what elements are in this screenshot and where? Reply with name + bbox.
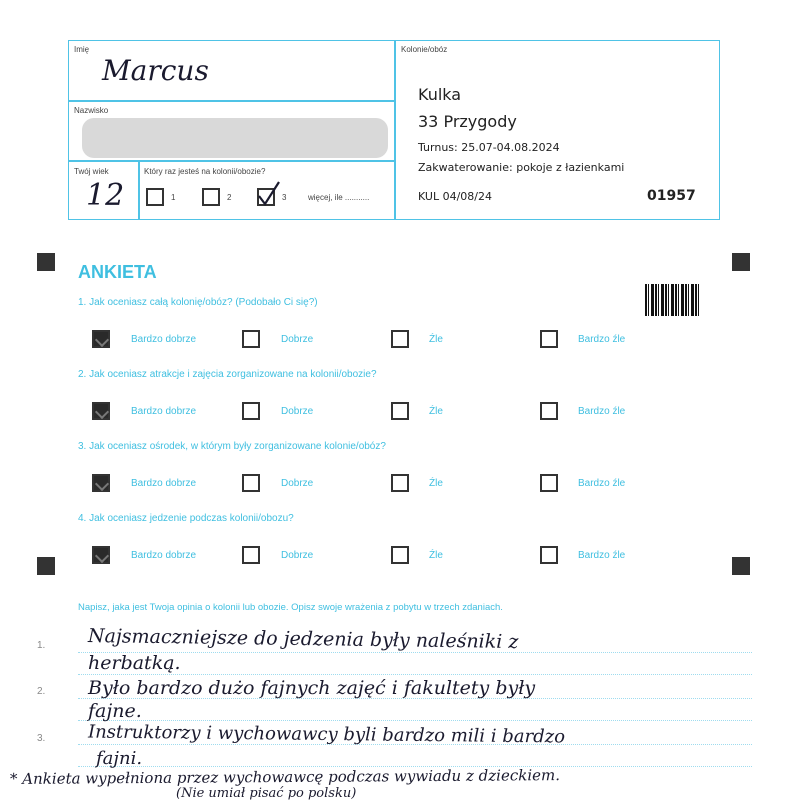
footnote-line-2: (Nie umiał pisać po polsku)	[176, 786, 357, 801]
q1-option-very-bad[interactable]	[540, 330, 558, 348]
answer-3-line-2: fajni.	[96, 748, 143, 769]
q2-label-very-good: Bardzo dobrze	[131, 406, 197, 417]
name-label: Imię	[74, 45, 90, 54]
check-mark-icon	[257, 184, 279, 206]
answer-1-line-2: herbatką.	[88, 652, 181, 674]
q1-option-very-good[interactable]	[92, 330, 110, 348]
q1-label-very-bad: Bardzo źle	[578, 334, 626, 345]
times-option-2: 2	[227, 193, 232, 202]
q4-option-very-good[interactable]	[92, 546, 110, 564]
q2-option-very-bad[interactable]	[540, 402, 558, 420]
q3-label-very-good: Bardzo dobrze	[131, 478, 197, 489]
q4-option-good[interactable]	[242, 546, 260, 564]
camp-code: KUL 04/08/24	[418, 190, 492, 203]
writing-line	[78, 720, 752, 721]
q4-label-good: Dobrze	[281, 550, 314, 561]
times-option-3: 3	[282, 193, 287, 202]
q3-option-bad[interactable]	[391, 474, 409, 492]
surname-label: Nazwisko	[74, 106, 109, 115]
q1-option-bad[interactable]	[391, 330, 409, 348]
q3-label-very-bad: Bardzo źle	[578, 478, 626, 489]
q3-option-very-bad[interactable]	[540, 474, 558, 492]
q3-option-very-good[interactable]	[92, 474, 110, 492]
q2-option-bad[interactable]	[391, 402, 409, 420]
times-checkbox-3[interactable]	[257, 188, 275, 206]
turnus-dates: Turnus: 25.07-04.08.2024	[418, 141, 560, 154]
form-number: 01957	[647, 188, 696, 204]
question-3: 3. Jak oceniasz ośrodek, w którym były zorganizowane kolonie/obóz?	[78, 441, 386, 452]
q3-label-good: Dobrze	[281, 478, 314, 489]
question-1: 1. Jak oceniasz całą kolonię/obóz? (Podobało Ci się?)	[78, 297, 318, 308]
q4-label-very-good: Bardzo dobrze	[131, 550, 197, 561]
answer-2-line-2: fajne.	[88, 700, 142, 722]
answer-2-line-1: Było bardzo dużo fajnych zajęć i fakultety były	[88, 677, 536, 699]
times-checkbox-2[interactable]	[202, 188, 220, 206]
footnote-line-1: * Ankieta wypełniona przez wychowawcę podczas wywiadu z dzieckiem.	[9, 766, 561, 788]
q4-label-very-bad: Bardzo źle	[578, 550, 626, 561]
q2-label-very-bad: Bardzo źle	[578, 406, 626, 417]
lodging-info: Zakwaterowanie: pokoje z łazienkami	[418, 161, 625, 174]
times-checkbox-1[interactable]	[146, 188, 164, 206]
times-option-1: 1	[171, 193, 176, 202]
opinion-prompt: Napisz, jaka jest Twoja opinia o kolonii lub obozie. Opisz swoje wrażenia z pobytu w trzech zdaniach.	[78, 602, 503, 613]
camp-name: Kulka	[418, 85, 462, 104]
age-label: Twój wiek	[74, 167, 109, 176]
q4-option-very-bad[interactable]	[540, 546, 558, 564]
answer-3-line-1: Instruktorzy i wychowawcy byli bardzo mili i bardzo	[87, 721, 566, 748]
q1-label-very-good: Bardzo dobrze	[131, 334, 197, 345]
answer-1-line-1: Najsmaczniejsze do jedzenia były naleśniki z	[87, 624, 519, 654]
q1-label-good: Dobrze	[281, 334, 314, 345]
answer-number-2: 2.	[37, 686, 46, 697]
q2-label-bad: Źle	[429, 406, 443, 417]
q4-label-bad: Źle	[429, 550, 443, 561]
camp-label: Kolonie/obóz	[401, 45, 448, 54]
answer-number-3: 3.	[37, 733, 46, 744]
q3-option-good[interactable]	[242, 474, 260, 492]
question-2: 2. Jak oceniasz atrakcje i zajęcia zorganizowane na kolonii/obozie?	[78, 369, 377, 380]
answer-number-1: 1.	[37, 640, 46, 651]
question-4: 4. Jak oceniasz jedzenie podczas kolonii/obozu?	[78, 513, 294, 524]
name-value: Marcus	[102, 54, 209, 87]
times-option-more: więcej, ile ...........	[308, 193, 370, 202]
registration-marker-bottom-right	[732, 557, 750, 575]
registration-marker-bottom-left	[37, 557, 55, 575]
age-value: 12	[86, 178, 125, 213]
q4-option-bad[interactable]	[391, 546, 409, 564]
q1-label-bad: Źle	[429, 334, 443, 345]
camp-program: 33 Przygody	[418, 112, 517, 131]
q2-label-good: Dobrze	[281, 406, 314, 417]
barcode	[645, 284, 701, 316]
writing-line	[78, 674, 752, 675]
q2-option-good[interactable]	[242, 402, 260, 420]
registration-marker-top-left	[37, 253, 55, 271]
q1-option-good[interactable]	[242, 330, 260, 348]
q3-label-bad: Źle	[429, 478, 443, 489]
survey-title: ANKIETA	[78, 262, 157, 282]
registration-marker-top-right	[732, 253, 750, 271]
times-label: Który raz jesteś na kolonii/obozie?	[144, 167, 266, 176]
q2-option-very-good[interactable]	[92, 402, 110, 420]
surname-redaction	[82, 118, 388, 158]
